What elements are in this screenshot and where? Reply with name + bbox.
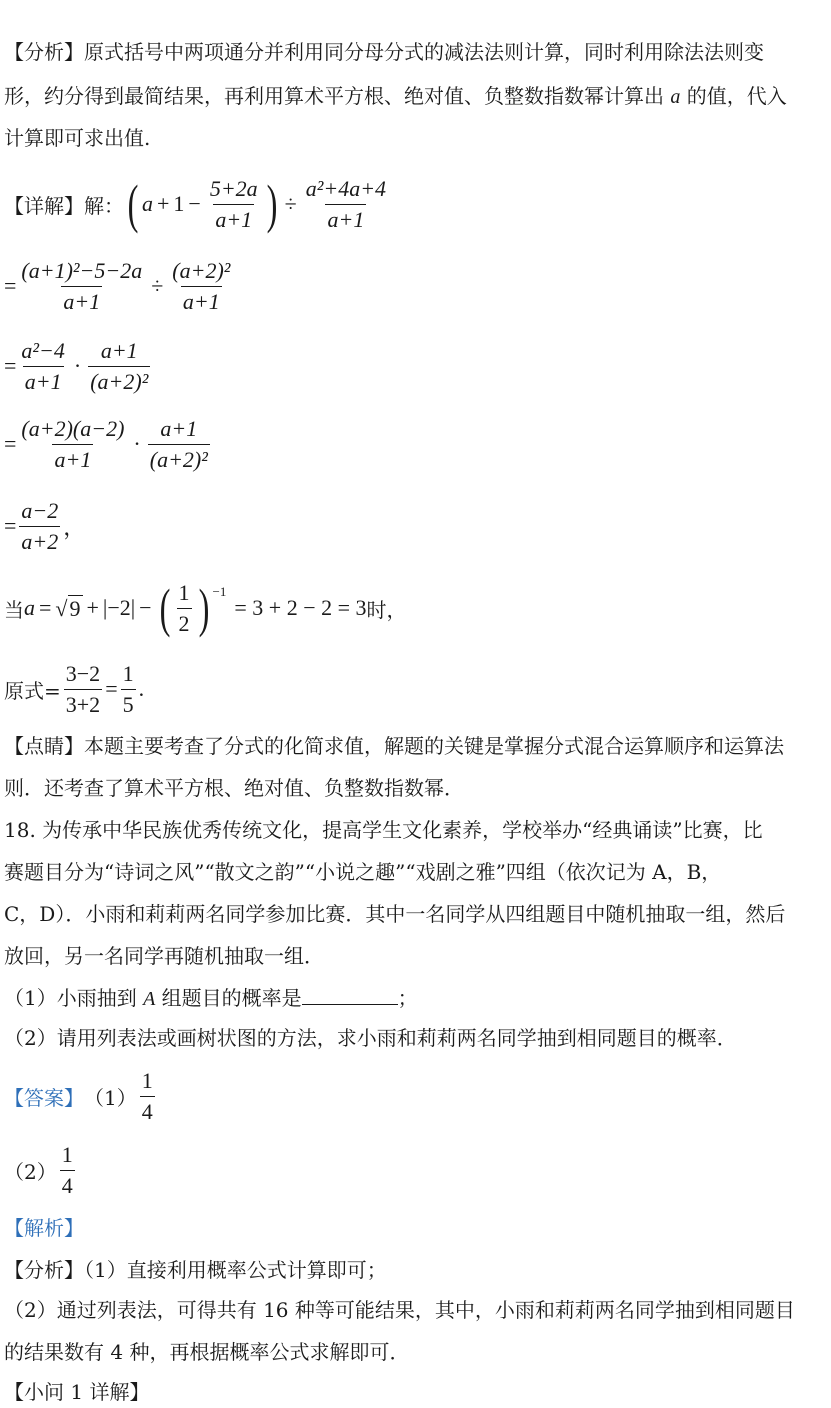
fraction	[60, 1142, 75, 1199]
answer-label: 【答案】	[4, 1085, 84, 1110]
substitution-line: 当 a = √ 9 + |−2| − ( $\frac{1}{2}$ ) $^{-1}$ = 3 + 2 − 2 = 3 时，	[4, 578, 407, 638]
variable-A: A	[143, 988, 156, 1010]
analysis-line-2-tail: 的值，代入	[686, 84, 787, 108]
question-18-line-1: 18. 为传承中华民族优秀传统文化，提高学生文化素养，学校举办“经典诵读”比赛，比	[4, 818, 763, 842]
fraction	[64, 661, 102, 718]
solution-step-2: = $\frac{\text{(a+1)²−5−2a}}{a+1}$ ÷ $\frac{\text{(a+2)²}}{a+1}$	[4, 257, 231, 314]
denominator: a+1	[325, 204, 366, 233]
solution-label: 【详解】解：	[4, 193, 124, 218]
part-1-text-b: 组题目的概率是	[161, 986, 302, 1010]
fraction	[148, 416, 210, 473]
left-paren: (	[127, 174, 139, 234]
fraction	[19, 416, 126, 473]
solution-step-5: = $\frac{a-2}{a+2}$ ，	[4, 497, 86, 554]
numerator: 1	[61, 1141, 73, 1167]
solution-step-3: = $\frac{\text{a²−4}}{a+1}$ · $\frac{a+1}{\text{(a+2)²}}$	[4, 337, 149, 394]
solution-step-4: = $\frac{(a+2)(a-2)}{a+1}$ · $\frac{a+1}{\text{(a+2)²}}$	[4, 415, 208, 472]
denominator: a+2	[19, 526, 60, 555]
fraction	[208, 176, 260, 233]
analysis-line-2	[4, 84, 787, 109]
question-18-part-1	[4, 986, 418, 1011]
denominator: a+1	[213, 204, 254, 233]
denominator: 4	[140, 1096, 155, 1125]
analysis-line-3: 计算即可求出值.	[4, 126, 151, 150]
question-18-part-2: （2）请用列表法或画树状图的方法，求小雨和莉莉两名同学抽到相同题目的概率．	[4, 1026, 737, 1050]
numerator: a²+4a+4	[305, 175, 387, 201]
numerator: 3−2	[65, 660, 101, 686]
fraction	[304, 176, 388, 233]
fraction	[19, 338, 66, 395]
fraction	[170, 258, 232, 315]
comment-line-2: 则．还考查了算术平方根、绝对值、负整数指数幂．	[4, 776, 464, 800]
answer-part-1-label: （1）	[84, 1085, 137, 1110]
comma: ，	[63, 514, 86, 540]
right-paren: )	[198, 578, 209, 638]
fraction	[88, 338, 150, 395]
square-root: √ 9	[55, 595, 81, 621]
part-1-text: （1）小雨抽到	[4, 986, 137, 1010]
fraction	[140, 1068, 155, 1125]
question-18-line-3: C，D）．小雨和莉莉两名同学参加比赛．其中一名同学从四组题目中随机抽取一组，然后	[4, 902, 786, 926]
solution-step-1: 【详解】解： ( a + 1 − $\frac{5+2a}{a+1}$ ) ÷ $\frac{\text{a²+4a+4}}{a+1}$	[4, 174, 387, 234]
variable-a: a	[670, 86, 681, 108]
numerator: a−2	[21, 497, 59, 523]
numerator: a²−4	[21, 337, 65, 363]
analysis2-line-3: 的结果数有 4 种，再根据概率公式求解即可．	[4, 1340, 410, 1364]
original-expression-label: 原式=	[4, 678, 61, 703]
right-paren: )	[266, 174, 278, 234]
denominator: (a+2)²	[88, 366, 150, 395]
analysis2-line-1: 【分析】（1）直接利用概率公式计算即可；	[4, 1258, 387, 1282]
question-18-line-2: 赛题目分为“诗词之风”“散文之韵”“小说之趣”“戏剧之雅”四组（依次记为 A，B，	[4, 860, 722, 884]
question-18-line-4: 放回，另一名同学再随机抽取一组．	[4, 944, 324, 968]
semicolon: ；	[397, 986, 418, 1010]
fraction	[19, 498, 60, 555]
substitution-result: = 3 + 2 − 2 = 3	[234, 595, 367, 620]
denominator: 5	[121, 689, 136, 718]
denominator: a+1	[52, 444, 93, 473]
left-paren: (	[159, 578, 170, 638]
denominator: a+1	[61, 286, 102, 315]
numerator: (a+1)²−5−2a	[21, 257, 143, 283]
numerator: (a+2)²	[172, 257, 231, 283]
fraction	[121, 661, 136, 718]
numerator: 1	[122, 660, 134, 686]
analysis2-line-2: （2）通过列表法，可得共有 16 种等可能结果，其中，小雨和莉莉两名同学抽到相同题目	[4, 1298, 795, 1322]
when-label: 当	[4, 597, 24, 622]
answer-part-2-label: （2）	[4, 1159, 57, 1184]
answer-line-2	[4, 1140, 78, 1200]
denominator: 4	[60, 1170, 75, 1199]
denominator: (a+2)²	[148, 444, 210, 473]
analysis-line-2-text: 形，约分得到最简结果，再利用算术平方根、绝对值、负整数指数幂计算出	[4, 84, 664, 108]
denominator: 3+2	[64, 689, 102, 718]
fraction: $\frac{1}{2}$	[178, 579, 190, 636]
answer-blank	[302, 986, 398, 1005]
answer-line-1	[4, 1066, 158, 1126]
fraction	[19, 258, 144, 315]
numerator: 5+2a	[209, 175, 258, 201]
when-suffix: 时，	[366, 597, 407, 622]
period: .	[138, 676, 145, 701]
denominator: a+1	[181, 286, 222, 315]
denominator: a+1	[23, 366, 64, 395]
numerator: a+1	[100, 337, 138, 363]
numerator: (a+2)(a−2)	[21, 415, 125, 441]
comment-line-1: 【点睛】本题主要考查了分式的化简求值，解题的关键是掌握分式混合运算顺序和运算法	[4, 734, 784, 758]
explanation-label: 【解析】	[4, 1216, 84, 1240]
final-value-line: 原式= $\frac{3-2}{3+2}$ = $\frac{1}{5}$ .	[4, 660, 145, 717]
numerator: 1	[141, 1067, 153, 1093]
analysis-line-1: 【分析】原式括号中两项通分并利用同分母分式的减法法则计算，同时利用除法法则变	[4, 40, 764, 64]
subquestion-1-label: 【小问 1 详解】	[4, 1380, 150, 1404]
numerator: a+1	[160, 415, 198, 441]
